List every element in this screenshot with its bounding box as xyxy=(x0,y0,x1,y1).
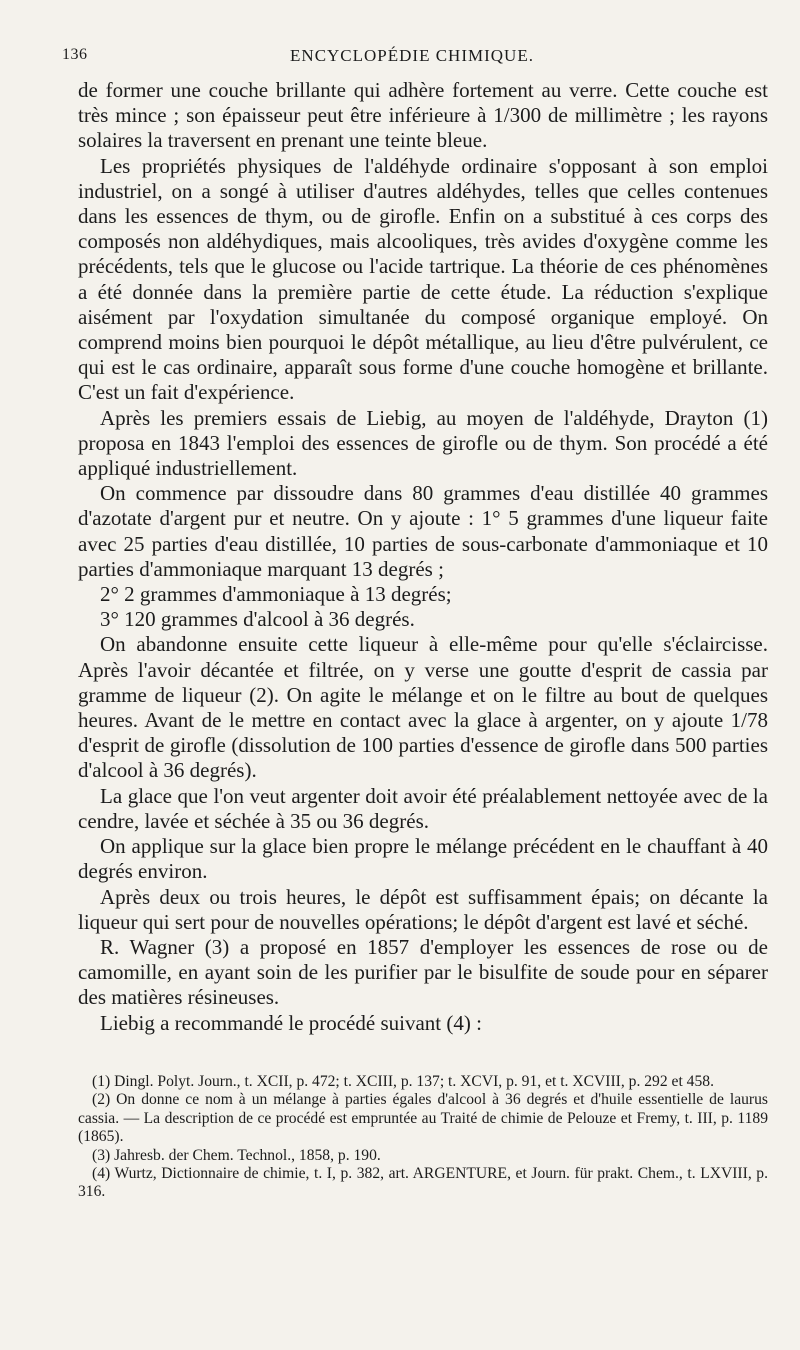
page-number: 136 xyxy=(62,46,88,63)
footnote: (3) Jahresb. der Chem. Technol., 1858, p. 190. xyxy=(92,1146,381,1164)
paragraph: On applique sur la glace bien propre le mélange précédent en le chauffant à 40 degrés environ. xyxy=(78,834,768,884)
footnote: (1) Dingl. Polyt. Journ., t. XCII, p. 472; t. XCIII, p. 137; t. XCVI, p. 91, et t. XCVIII, p. 292 et 458. xyxy=(92,1073,714,1090)
running-title: ENCYCLOPÉDIE CHIMIQUE. xyxy=(290,46,534,65)
paragraph: On commence par dissoudre dans 80 grammes d'eau distillée 40 grammes d'azotate d'argent pur et neutre. On y ajoute : 1° 5 grammes d'une liqueur faite avec 25 parties d'eau distillée, 10 parties de sous-carbonate d'ammoniaque et 10 parties d'ammoniaque marquant 13 degrés ; xyxy=(78,481,768,581)
paragraph: La glace que l'on veut argenter doit avoir été préalablement nettoyée avec de la cendre, lavée et séchée à 35 ou 36 degrés. xyxy=(78,783,768,833)
page-header xyxy=(62,46,762,70)
paragraph: Après deux ou trois heures, le dépôt est suffisamment épais; on décante la liqueur qui sert pour de nouvelles opérations; le dépôt d'argent est lavé et séché. xyxy=(78,884,768,934)
footnote: (2) On donne ce nom à un mélange à parties égales d'alcool à 36 degrés et d'huile essentielle de laurus cassia. — La description de ce procédé est empruntée au Traité de chimie de Pelouze et Fremy, t. III, p. 1189 (1865). xyxy=(78,1091,768,1146)
paragraph: Les propriétés physiques de l'aldéhyde ordinaire s'opposant à son emploi industriel, on a songé à utiliser d'autres aldéhydes, telles que celles contenues dans les essences de thym, ou de girofle. Enfin on a substitué à ces corps des composés non aldéhydiques, mais alcooliques, très avides d'oxygène comme les précédents, tels que le glucose ou l'acide tartrique. La théorie de ces phénomènes a été donnée dans la première partie de cette étude. La réduction s'explique aisément par l'oxydation simultanée du composé organique employé. On comprend moins bien pourquoi le dépôt métallique, au lieu d'être pulvérulent, ce qui est le cas ordinaire, apparaît sous forme d'une couche homogène et brillante. C'est un fait d'expérience. xyxy=(78,153,768,405)
paragraph: de former une couche brillante qui adhère fortement au verre. Cette couche est très mince ; son épaisseur peut être inférieure à 1/300 de millimètre ; les rayons solaires la traversent en prenant une teinte bleue. xyxy=(78,78,768,153)
list-item: 3° 120 grammes d'alcool à 36 degrés. xyxy=(100,607,415,632)
paragraph: On abandonne ensuite cette liqueur à elle-même pour qu'elle s'éclaircisse. Après l'avoir décantée et filtrée, on y verse une goutte d'esprit de cassia par gramme de liqueur (2). On agite le mélange et on le filtre au bout de quelques heures. Avant de le mettre en contact avec la glace à argenter, on y ajoute 1/78 d'esprit de girofle (dissolution de 100 parties d'essence de girofle dans 500 parties d'alcool à 36 degrés). xyxy=(78,632,768,783)
footnote: (4) Wurtz, Dictionnaire de chimie, t. I, p. 382, art. ARGENTURE, et Journ. für prakt. Chem., t. LXVIII, p. 316. xyxy=(78,1165,768,1201)
body-text xyxy=(78,78,768,1036)
paragraph: Liebig a recommandé le procédé suivant (4) : xyxy=(100,1010,482,1035)
list-item: 2° 2 grammes d'ammoniaque à 13 degrés; xyxy=(100,582,452,607)
footnotes xyxy=(78,1073,768,1202)
paragraph: Après les premiers essais de Liebig, au moyen de l'aldéhyde, Drayton (1) proposa en 1843 l'emploi des essences de girofle ou de thym. Son procédé a été appliqué industriellement. xyxy=(78,405,768,481)
paragraph: R. Wagner (3) a proposé en 1857 d'employer les essences de rose ou de camomille, en ayant soin de les purifier par le bisulfite de soude pour en séparer des matières résineuses. xyxy=(78,934,768,1010)
